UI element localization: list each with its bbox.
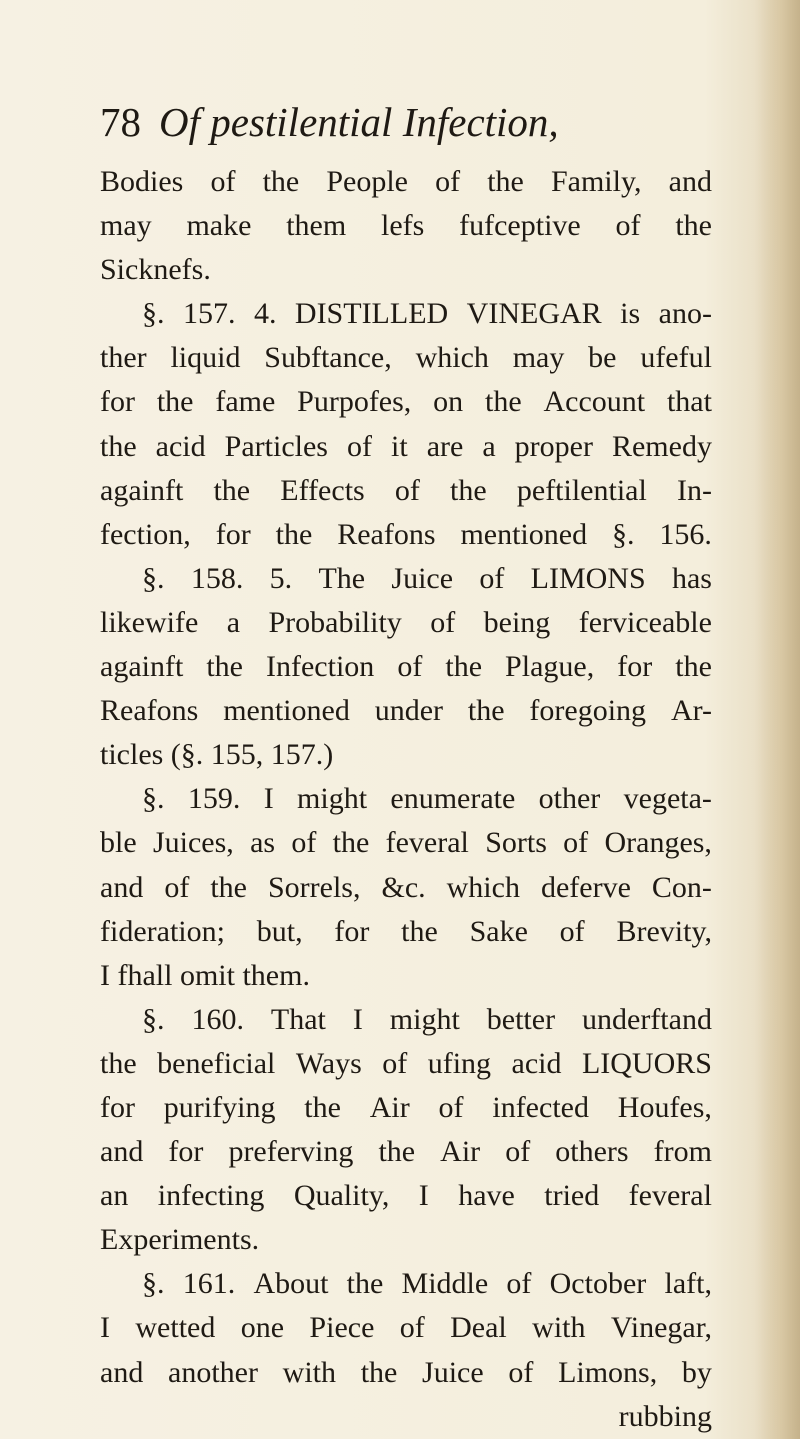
- text-line: may make them lefs fufceptive of the: [100, 209, 712, 243]
- running-title: Of pestilential Infection,: [159, 99, 559, 145]
- text-line: ticles (§. 155, 157.): [100, 738, 334, 772]
- page-number: 78: [100, 99, 141, 145]
- text-line: §. 159. I might enumerate other vegeta-: [142, 782, 712, 816]
- text-line: againft the Effects of the peftilential In-: [100, 473, 712, 507]
- running-header: [100, 92, 700, 152]
- text-line: §. 161. About the Middle of October laft,: [142, 1267, 712, 1301]
- text-line: I fhall omit them.: [100, 958, 310, 992]
- text-line: for the fame Purpofes, on the Account that: [100, 385, 712, 419]
- text-line: for purifying the Air of infected Houfes,: [100, 1090, 712, 1124]
- text-line: Bodies of the People of the Family, and: [100, 165, 712, 198]
- text-line: Experiments.: [100, 1223, 260, 1257]
- text-line: and another with the Juice of Limons, by: [100, 1355, 712, 1389]
- text-line: and for preferving the Air of others from: [100, 1135, 712, 1169]
- text-line: Reafons mentioned under the foregoing Ar-: [100, 694, 712, 728]
- text-line: likewife a Probability of being ferviceable: [100, 605, 712, 639]
- text-line: ble Juices, as of the feveral Sorts of Oranges,: [100, 826, 712, 860]
- text-line: ther liquid Subftance, which may be ufeful: [100, 341, 712, 375]
- page-edge-shadow: [754, 0, 800, 1439]
- text-line: an infecting Quality, I have tried feveral: [100, 1179, 712, 1213]
- text-line: and of the Sorrels, &c. which deferve Con-: [100, 870, 712, 904]
- text-line: §. 157. 4. DISTILLED VINEGAR is ano-: [142, 297, 712, 331]
- text-line: rubbing: [618, 1399, 712, 1433]
- text-line: I wetted one Piece of Deal with Vinegar,: [100, 1311, 712, 1345]
- text-line: Sicknefs.: [100, 253, 211, 287]
- text-line: §. 158. 5. The Juice of LIMONS has: [142, 561, 712, 595]
- text-line: the acid Particles of it are a proper Remedy: [100, 429, 712, 463]
- text-line: againft the Infection of the Plague, for the: [100, 650, 712, 684]
- text-line: §. 160. That I might better underftand: [142, 1002, 712, 1036]
- text-body: [100, 160, 712, 1439]
- text-line: the beneficial Ways of ufing acid LIQUORS: [100, 1046, 712, 1080]
- text-line: fideration; but, for the Sake of Brevity,: [100, 914, 712, 948]
- text-line: fection, for the Reafons mentioned §. 156.: [100, 517, 712, 551]
